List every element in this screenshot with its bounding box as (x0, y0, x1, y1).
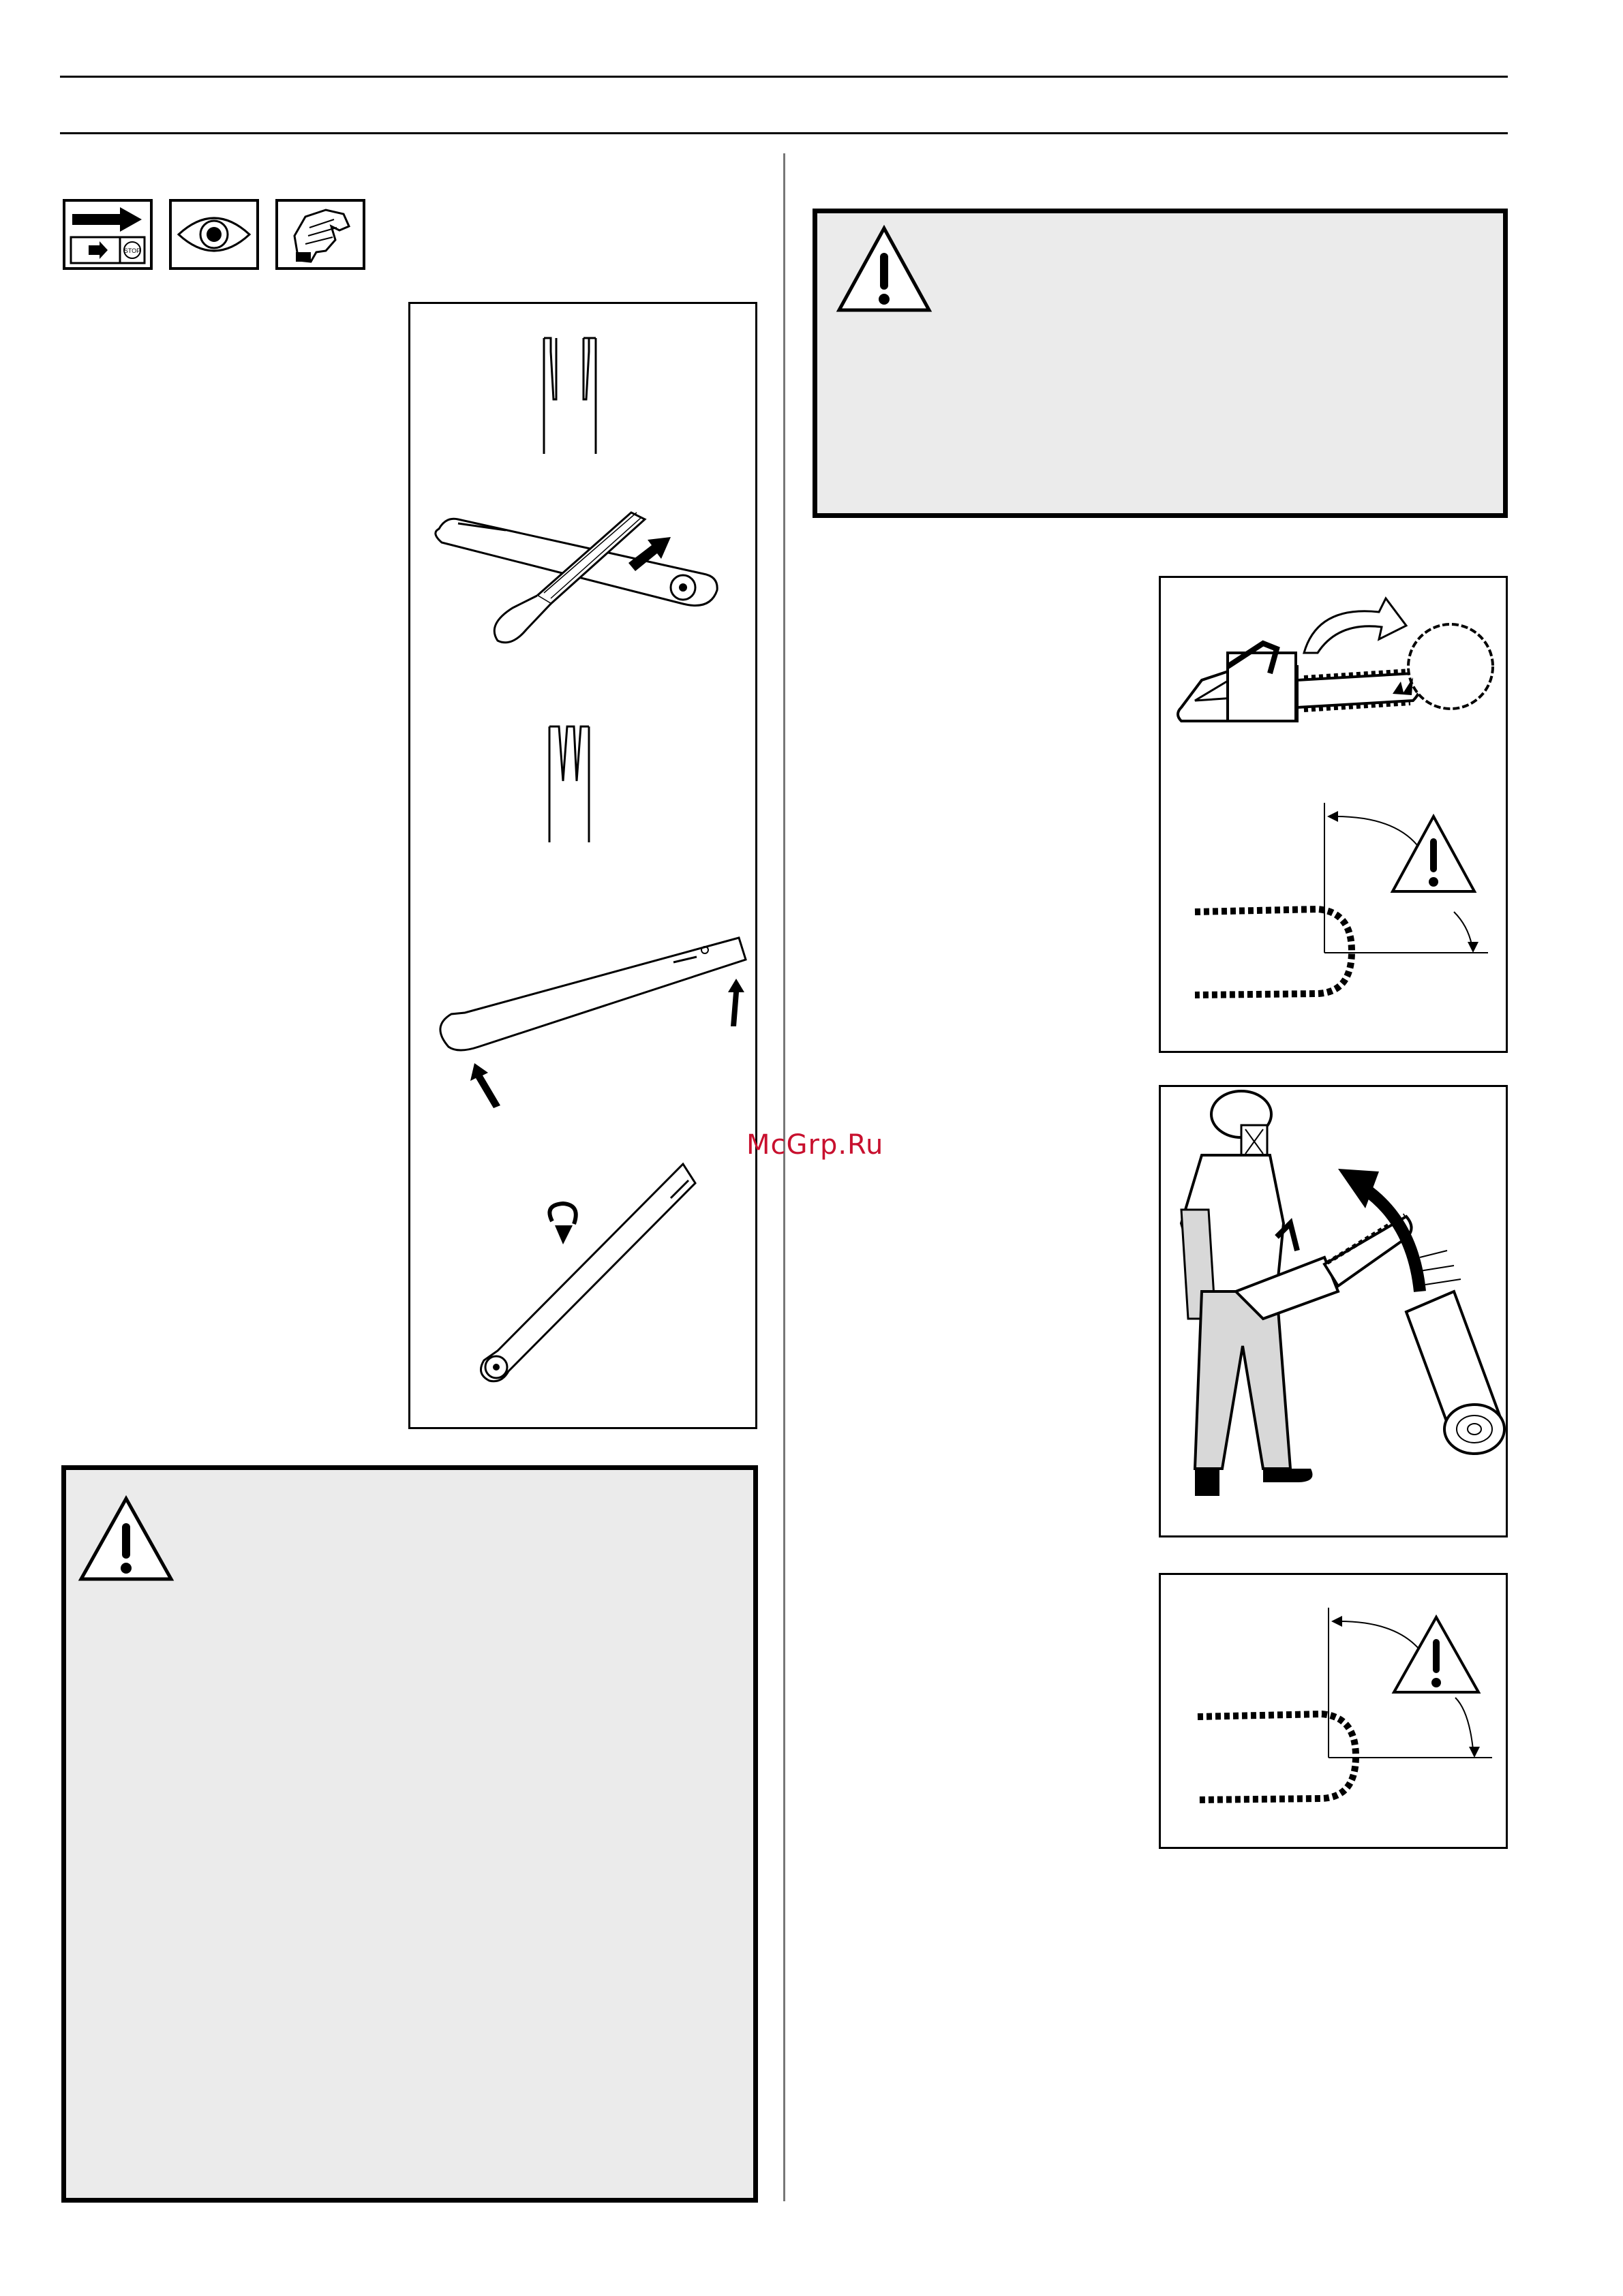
operator-kickback-figure (1159, 1085, 1508, 1537)
bar-burr-removal-illustration (440, 938, 746, 1108)
warning-box-right (813, 209, 1508, 518)
operator-illustration (1181, 1091, 1412, 1496)
guide-bar-maintenance-figure (408, 302, 757, 1429)
eye-protection-icon (169, 199, 259, 270)
bar-groove-correct-illustration (549, 726, 589, 842)
kickback-angle-illustration-2 (1198, 1608, 1492, 1800)
kickback-angle-figure (1159, 1573, 1508, 1849)
bar-filing-illustration (436, 512, 717, 643)
warning-triangle-icon (81, 1499, 171, 1579)
stop-switch-icon (63, 199, 153, 270)
protective-glove-icon (275, 199, 365, 270)
bar-groove-worn-illustration (544, 338, 596, 454)
column-divider (783, 153, 785, 2201)
kickback-angle-illustration (1195, 803, 1488, 995)
header-rule-bottom (60, 132, 1508, 134)
watermark: McGrp.Ru (746, 1129, 884, 1161)
chainsaw-kickback-illustration (1178, 598, 1493, 721)
header-rule-top (60, 76, 1508, 78)
svg-text:STOP: STOP (123, 247, 141, 254)
kickback-zone-figure (1159, 576, 1508, 1053)
bar-reverse-illustration (481, 1164, 696, 1381)
warning-triangle-icon (839, 228, 929, 310)
warning-box-left (61, 1465, 758, 2203)
